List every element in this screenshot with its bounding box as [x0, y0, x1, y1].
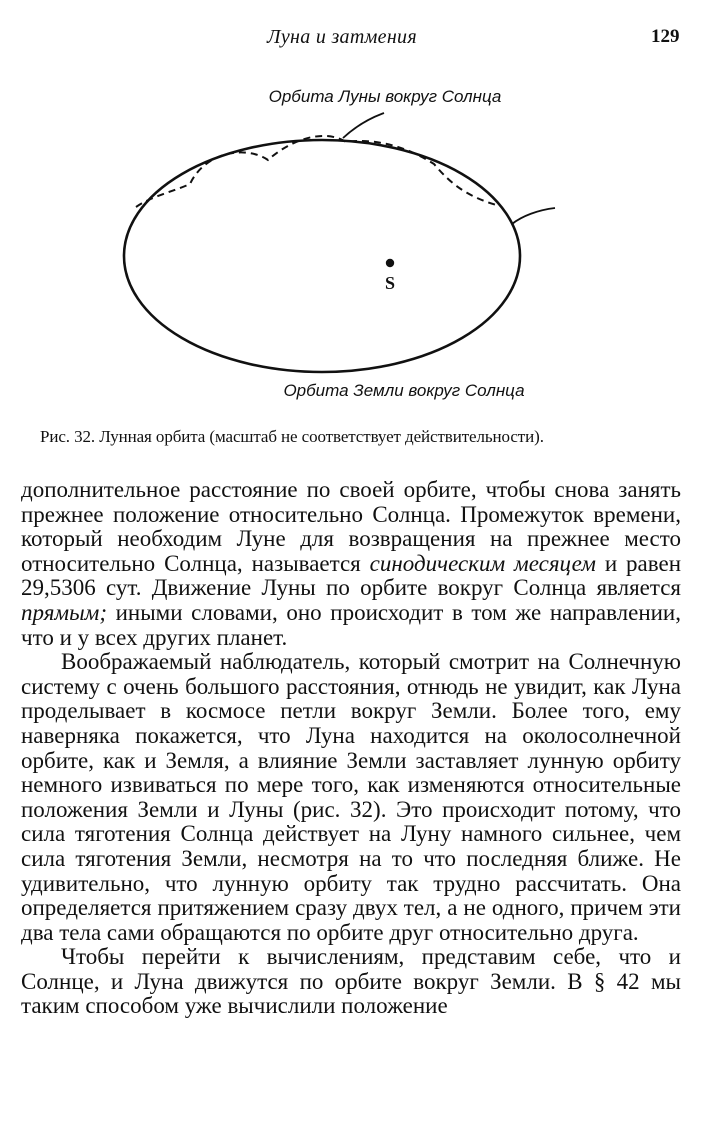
- paragraph-1-text-a: дополнительное расстояние по своей орбите, чтобы снова занять прежнее положение относительно Солнца. Промежуток времени, который необходим Луне для возвращения на прежнее место относительно Солнца, называется: [21, 477, 681, 576]
- paragraph-1: [21, 478, 681, 650]
- page-number: 129: [651, 26, 680, 47]
- paragraph-1-text-b: и равен 29,5306 сут. Движение Луны по орбите вокруг Солнца является: [21, 550, 682, 601]
- paragraph-1-text-c: иными словами, оно происходит в том же направлении, что и у всех других планет.: [21, 599, 681, 650]
- figure-caption: Рис. 32. Лунная орбита (масштаб не соответствует действительности).: [40, 427, 544, 446]
- term-direct: прямым;: [21, 599, 107, 625]
- moon-orbit-dashed-curve: [136, 136, 500, 207]
- sun-dot: [386, 259, 394, 267]
- body-text: [21, 478, 681, 1019]
- sun-label: S: [384, 273, 396, 293]
- figure-lunar-orbit: [0, 70, 709, 410]
- running-head: [0, 26, 709, 50]
- earth-orbit-ellipse: [124, 140, 520, 372]
- orbit-diagram: [0, 70, 709, 410]
- running-title: Луна и затмения: [267, 26, 417, 48]
- moon-orbit-leader-line: [343, 113, 384, 138]
- term-synodic-month: синодическим месяцем: [369, 550, 596, 576]
- moon-orbit-label: Орбита Луны вокруг Солнца: [268, 87, 502, 106]
- paragraph-3: Чтобы перейти к вычислениям, представим себе, что и Солнце, и Луна движутся по орбите вокруг Земли. В § 42 мы таким способом уже вычислили положение: [21, 944, 681, 1019]
- earth-orbit-leader-line: [512, 208, 555, 224]
- paragraph-2: Воображаемый наблюдатель, который смотрит на Солнечную систему с очень большого расстояния, отнюдь не увидит, как Луна проделывает в космосе петли вокруг Земли. Более того, ему наверняка покажется, что Луна находится на околосолнечной орбите, как и Земля, а влияние Земли заставляет лунную орбиту немного извиваться по мере того, как изменяются относительные положения Земли и Луны (рис. 32). Это происходит потому, что сила тяготения Солнца действует на Луну намного сильнее, чем сила тяготения Земли, несмотря на то что последняя ближе. Не удивительно, что лунную орбиту так трудно рассчитать. Она определяется притяжением сразу двух тел, а не одного, причем эти два тела сами обращаются по орбите друг относительно друга.: [21, 649, 681, 945]
- earth-orbit-label: Орбита Земли вокруг Солнца: [283, 381, 525, 400]
